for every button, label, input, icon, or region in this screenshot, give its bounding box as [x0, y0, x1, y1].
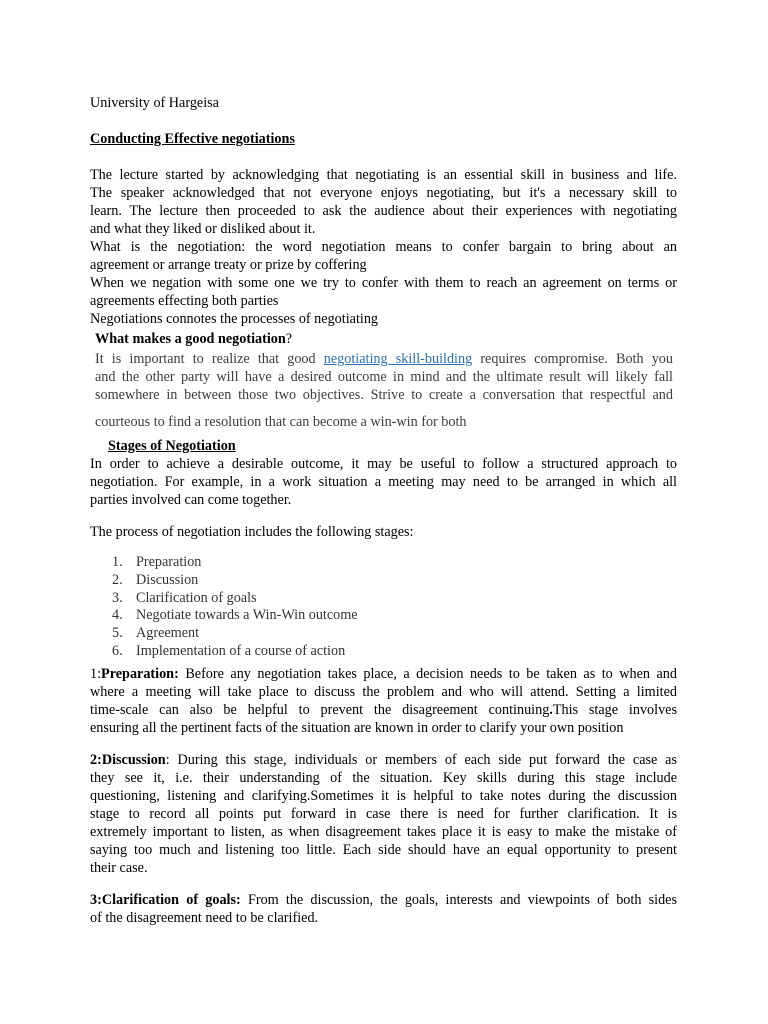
university-name: University of Hargeisa: [90, 95, 219, 111]
list-item: 2. Discussion: [112, 571, 199, 588]
list-item: 4. Negotiate towards a Win-Win outcome: [112, 607, 358, 624]
stages-list: [90, 554, 358, 661]
list-item: 1. Preparation: [112, 554, 202, 570]
stages-intro-paragraph: In order to achieve a desirable outcome, it may be useful to follow a structured approach to negotiation. For example, in a work situation a meeting may need to be arranged in which all parties involved can come together.: [90, 456, 677, 508]
clarification-paragraph: 3:Clarification of goals: From the discussion, the goals, interests and viewpoints of both sides of the disagreement need to be clarified.: [90, 892, 677, 926]
good-negotiation-heading: What makes a good negotiation?: [95, 331, 293, 347]
skill-building-link[interactable]: negotiating skill-building: [323, 351, 473, 367]
preparation-paragraph: 1:Preparation: Before any negotiation takes place, a decision needs to be taken as to when and where a meeting will take place to discuss the problem and who will attend. Setting a limited time-scale can also be helpful to prevent the disagreement continuing.This stage involves ensuring all the pertinent facts of the situation are known in order to clarify your own position: [90, 666, 677, 736]
discussion-paragraph: 2:Discussion: During this stage, individuals or members of each side put forward the case as they see it, i.e. their understanding of the situation. Key skills during this stage include questioning, listening and clarifying.Sometimes it is helpful to take notes during the discussion stage to record all points put forward in case there is need for further clarification. It is extremely important to listen, as when disagreement takes place it is easy to make the mistake of saying too much and listening too little. Each side should have an equal opportunity to present their case.: [90, 752, 677, 876]
list-item: 6. Implementation of a course of action: [112, 642, 346, 659]
good-negotiation-paragraph: It is important to realize that good negotiating skill-building requires compromise. Both you and the other party will have a desired outcome in mind and the ultimate result will likely fall somewhere in between those two objectives. Strive to create a conversation that respectful and courteous to find a resolution that can become a win-win for both: [95, 351, 673, 430]
process-sentence: The process of negotiation includes the following stages:: [90, 524, 414, 540]
document-title: Conducting Effective negotiations: [90, 131, 295, 147]
stages-heading: Stages of Negotiation: [108, 438, 236, 454]
list-item: 5. Agreement: [112, 625, 200, 642]
list-item: 3. Clarification of goals: [112, 589, 257, 606]
intro-paragraph: The lecture started by acknowledging that negotiating is an essential skill in business and life. The speaker acknowledged that not everyone enjoys negotiating, but it's a necessary skill to learn. The lecture then proceeded to ask the audience about their experiences with negotiating and what they liked or disliked about it. What is the negotiation: the word negotiation means to confer bargain to bring about an agreement or arrange treaty or prize by coffering When we negation with some one we try to confer with them to reach an agreement on terms or agreements effecting both parties Negotiations connotes the processes of negotiating: [90, 167, 677, 327]
